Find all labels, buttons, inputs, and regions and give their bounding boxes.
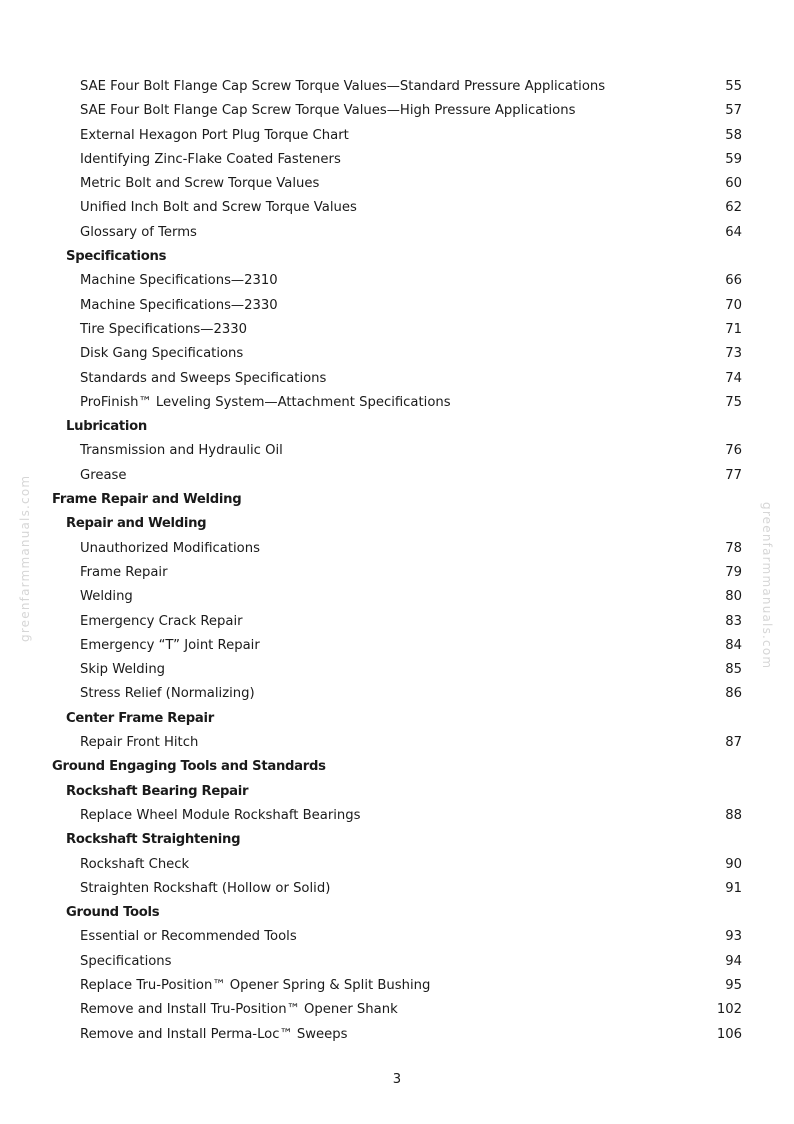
toc-entry-page-number: 60	[725, 176, 742, 192]
toc-entry-title: Center Frame Repair	[66, 710, 214, 726]
watermark-right: greenfarmmanuals.com	[760, 502, 774, 670]
toc-entry[interactable]	[0, 124, 794, 148]
watermark-left: greenfarmmanuals.com	[18, 474, 32, 642]
toc-entry-page-number: 94	[725, 953, 742, 969]
toc-entry[interactable]	[0, 269, 794, 293]
toc-entry[interactable]	[0, 731, 794, 755]
toc-subsection-heading[interactable]	[0, 245, 794, 269]
toc-entry-title: Emergency “T” Joint Repair	[80, 637, 260, 653]
toc-entry-page-number: 84	[725, 637, 742, 653]
toc-entry[interactable]	[0, 391, 794, 415]
toc-entry-title: Metric Bolt and Screw Torque Values	[80, 176, 320, 192]
toc-entry[interactable]	[0, 196, 794, 220]
toc-entry-page-number: 80	[725, 589, 742, 605]
toc-entry[interactable]	[0, 342, 794, 366]
toc-entry[interactable]	[0, 658, 794, 682]
toc-entry-title: Remove and Install Tru-Position™ Opener Shank	[80, 1002, 398, 1018]
toc-entry-title: Essential or Recommended Tools	[80, 929, 297, 945]
toc-entry-title: Grease	[80, 467, 127, 483]
toc-entry[interactable]	[0, 998, 794, 1022]
toc-entry[interactable]	[0, 221, 794, 245]
toc-entry-title: Unified Inch Bolt and Screw Torque Values	[80, 200, 357, 216]
toc-subsection-heading[interactable]	[0, 512, 794, 536]
toc-entry-page-number: 93	[725, 929, 742, 945]
toc-entry-page-number: 59	[725, 151, 742, 167]
toc-entry-title: ProFinish™ Leveling System—Attachment Specifications	[80, 394, 451, 410]
toc-entry-title: Rockshaft Bearing Repair	[66, 783, 249, 799]
toc-subsection-heading[interactable]	[0, 415, 794, 439]
toc-entry-title: External Hexagon Port Plug Torque Chart	[80, 127, 349, 143]
toc-entry[interactable]	[0, 367, 794, 391]
toc-entry-title: Frame Repair and Welding	[52, 492, 242, 508]
toc-entry[interactable]	[0, 1023, 794, 1047]
toc-entry[interactable]	[0, 439, 794, 463]
toc-entry-title: Standards and Sweeps Specifications	[80, 370, 327, 386]
toc-entry[interactable]	[0, 853, 794, 877]
toc-entry-page-number: 79	[725, 564, 742, 580]
toc-entry[interactable]	[0, 561, 794, 585]
toc-entry[interactable]	[0, 610, 794, 634]
toc-entry-title: Repair Front Hitch	[80, 735, 199, 751]
toc-entry-title: Welding	[80, 589, 133, 605]
toc-entry[interactable]	[0, 634, 794, 658]
toc-entry-title: SAE Four Bolt Flange Cap Screw Torque Values—Standard Pressure Applications	[80, 79, 606, 94]
toc-entry-title: Machine Specifications—2310	[80, 273, 278, 289]
toc-entry-page-number: 102	[716, 1002, 742, 1018]
toc-entry-page-number: 86	[725, 686, 742, 702]
toc-entry-page-number: 57	[725, 103, 742, 119]
toc-entry[interactable]	[0, 974, 794, 998]
toc-entry-title: Replace Tru-Position™ Opener Spring & Split Bushing	[80, 977, 431, 993]
toc-entry[interactable]	[0, 148, 794, 172]
toc-entry-page-number: 87	[725, 735, 742, 751]
toc-entry-title: Remove and Install Perma-Loc™ Sweeps	[80, 1026, 348, 1042]
toc-section-heading[interactable]	[0, 755, 794, 779]
toc-entry-title: Ground Tools	[66, 905, 160, 921]
toc-entry-page-number: 91	[725, 880, 742, 896]
toc-entry[interactable]	[0, 925, 794, 949]
toc-entry-title: Specifications	[66, 249, 167, 265]
toc-entry-page-number: 66	[725, 273, 742, 289]
toc-entry-page-number: 58	[725, 127, 742, 143]
toc-entry-title: Glossary of Terms	[80, 224, 197, 240]
toc-entry-title: Rockshaft Check	[80, 856, 190, 872]
toc-entry[interactable]	[0, 877, 794, 901]
toc-entry[interactable]	[0, 318, 794, 342]
toc-entry-page-number: 74	[725, 370, 742, 386]
toc-entry-page-number: 90	[725, 856, 742, 872]
toc-entry-page-number: 55	[725, 79, 742, 94]
toc-entry-title: Identifying Zinc-Flake Coated Fasteners	[80, 151, 341, 167]
toc-entry-title: Machine Specifications—2330	[80, 297, 278, 313]
toc-entry-title: Skip Welding	[80, 662, 166, 678]
toc-entry-title: Unauthorized Modifications	[80, 540, 260, 556]
toc-subsection-heading[interactable]	[0, 707, 794, 731]
toc-entry[interactable]	[0, 585, 794, 609]
toc-entry-page-number: 88	[725, 807, 742, 823]
toc-entry-page-number: 95	[725, 977, 742, 993]
toc-entry-page-number: 62	[725, 200, 742, 216]
toc-entry-title: Rockshaft Straightening	[66, 832, 241, 848]
toc-entry-title: Disk Gang Specifications	[80, 346, 244, 362]
toc-entry-page-number: 106	[716, 1026, 742, 1042]
table-of-contents	[0, 75, 794, 1047]
toc-entry-page-number: 83	[725, 613, 742, 629]
toc-entry[interactable]	[0, 294, 794, 318]
toc-entry-title: Repair and Welding	[66, 516, 207, 532]
toc-entry-title: Specifications	[80, 953, 172, 969]
toc-entry-title: Tire Specifications—2330	[80, 321, 248, 337]
toc-section-heading[interactable]	[0, 488, 794, 512]
toc-entry-page-number: 70	[725, 297, 742, 313]
toc-entry-title: SAE Four Bolt Flange Cap Screw Torque Values—High Pressure Applications	[80, 103, 576, 119]
toc-entry[interactable]	[0, 950, 794, 974]
toc-entry-page-number: 77	[725, 467, 742, 483]
toc-entry-page-number: 73	[725, 346, 742, 362]
toc-entry[interactable]	[0, 537, 794, 561]
toc-subsection-heading[interactable]	[0, 828, 794, 852]
toc-entry-title: Lubrication	[66, 419, 147, 435]
page-number: 3	[392, 1072, 402, 1087]
toc-entry-page-number: 64	[725, 224, 742, 240]
toc-entry-title: Replace Wheel Module Rockshaft Bearings	[80, 807, 361, 823]
toc-entry-page-number: 78	[725, 540, 742, 556]
toc-entry-page-number: 71	[725, 321, 742, 337]
toc-entry-title: Frame Repair	[80, 564, 168, 580]
toc-entry[interactable]	[0, 99, 794, 123]
toc-entry-title: Ground Engaging Tools and Standards	[52, 759, 326, 775]
toc-entry[interactable]	[0, 682, 794, 706]
toc-entry[interactable]	[0, 75, 794, 99]
toc-subsection-heading[interactable]	[0, 901, 794, 925]
toc-entry-page-number: 76	[725, 443, 742, 459]
toc-entry-title: Transmission and Hydraulic Oil	[80, 443, 283, 459]
toc-entry-title: Stress Relief (Normalizing)	[80, 686, 255, 702]
toc-subsection-heading[interactable]	[0, 780, 794, 804]
toc-entry[interactable]	[0, 804, 794, 828]
toc-entry-page-number: 85	[725, 662, 742, 678]
toc-entry[interactable]	[0, 464, 794, 488]
toc-entry-title: Straighten Rockshaft (Hollow or Solid)	[80, 880, 331, 896]
toc-entry-page-number: 75	[725, 394, 742, 410]
toc-entry[interactable]	[0, 172, 794, 196]
toc-entry-title: Emergency Crack Repair	[80, 613, 243, 629]
